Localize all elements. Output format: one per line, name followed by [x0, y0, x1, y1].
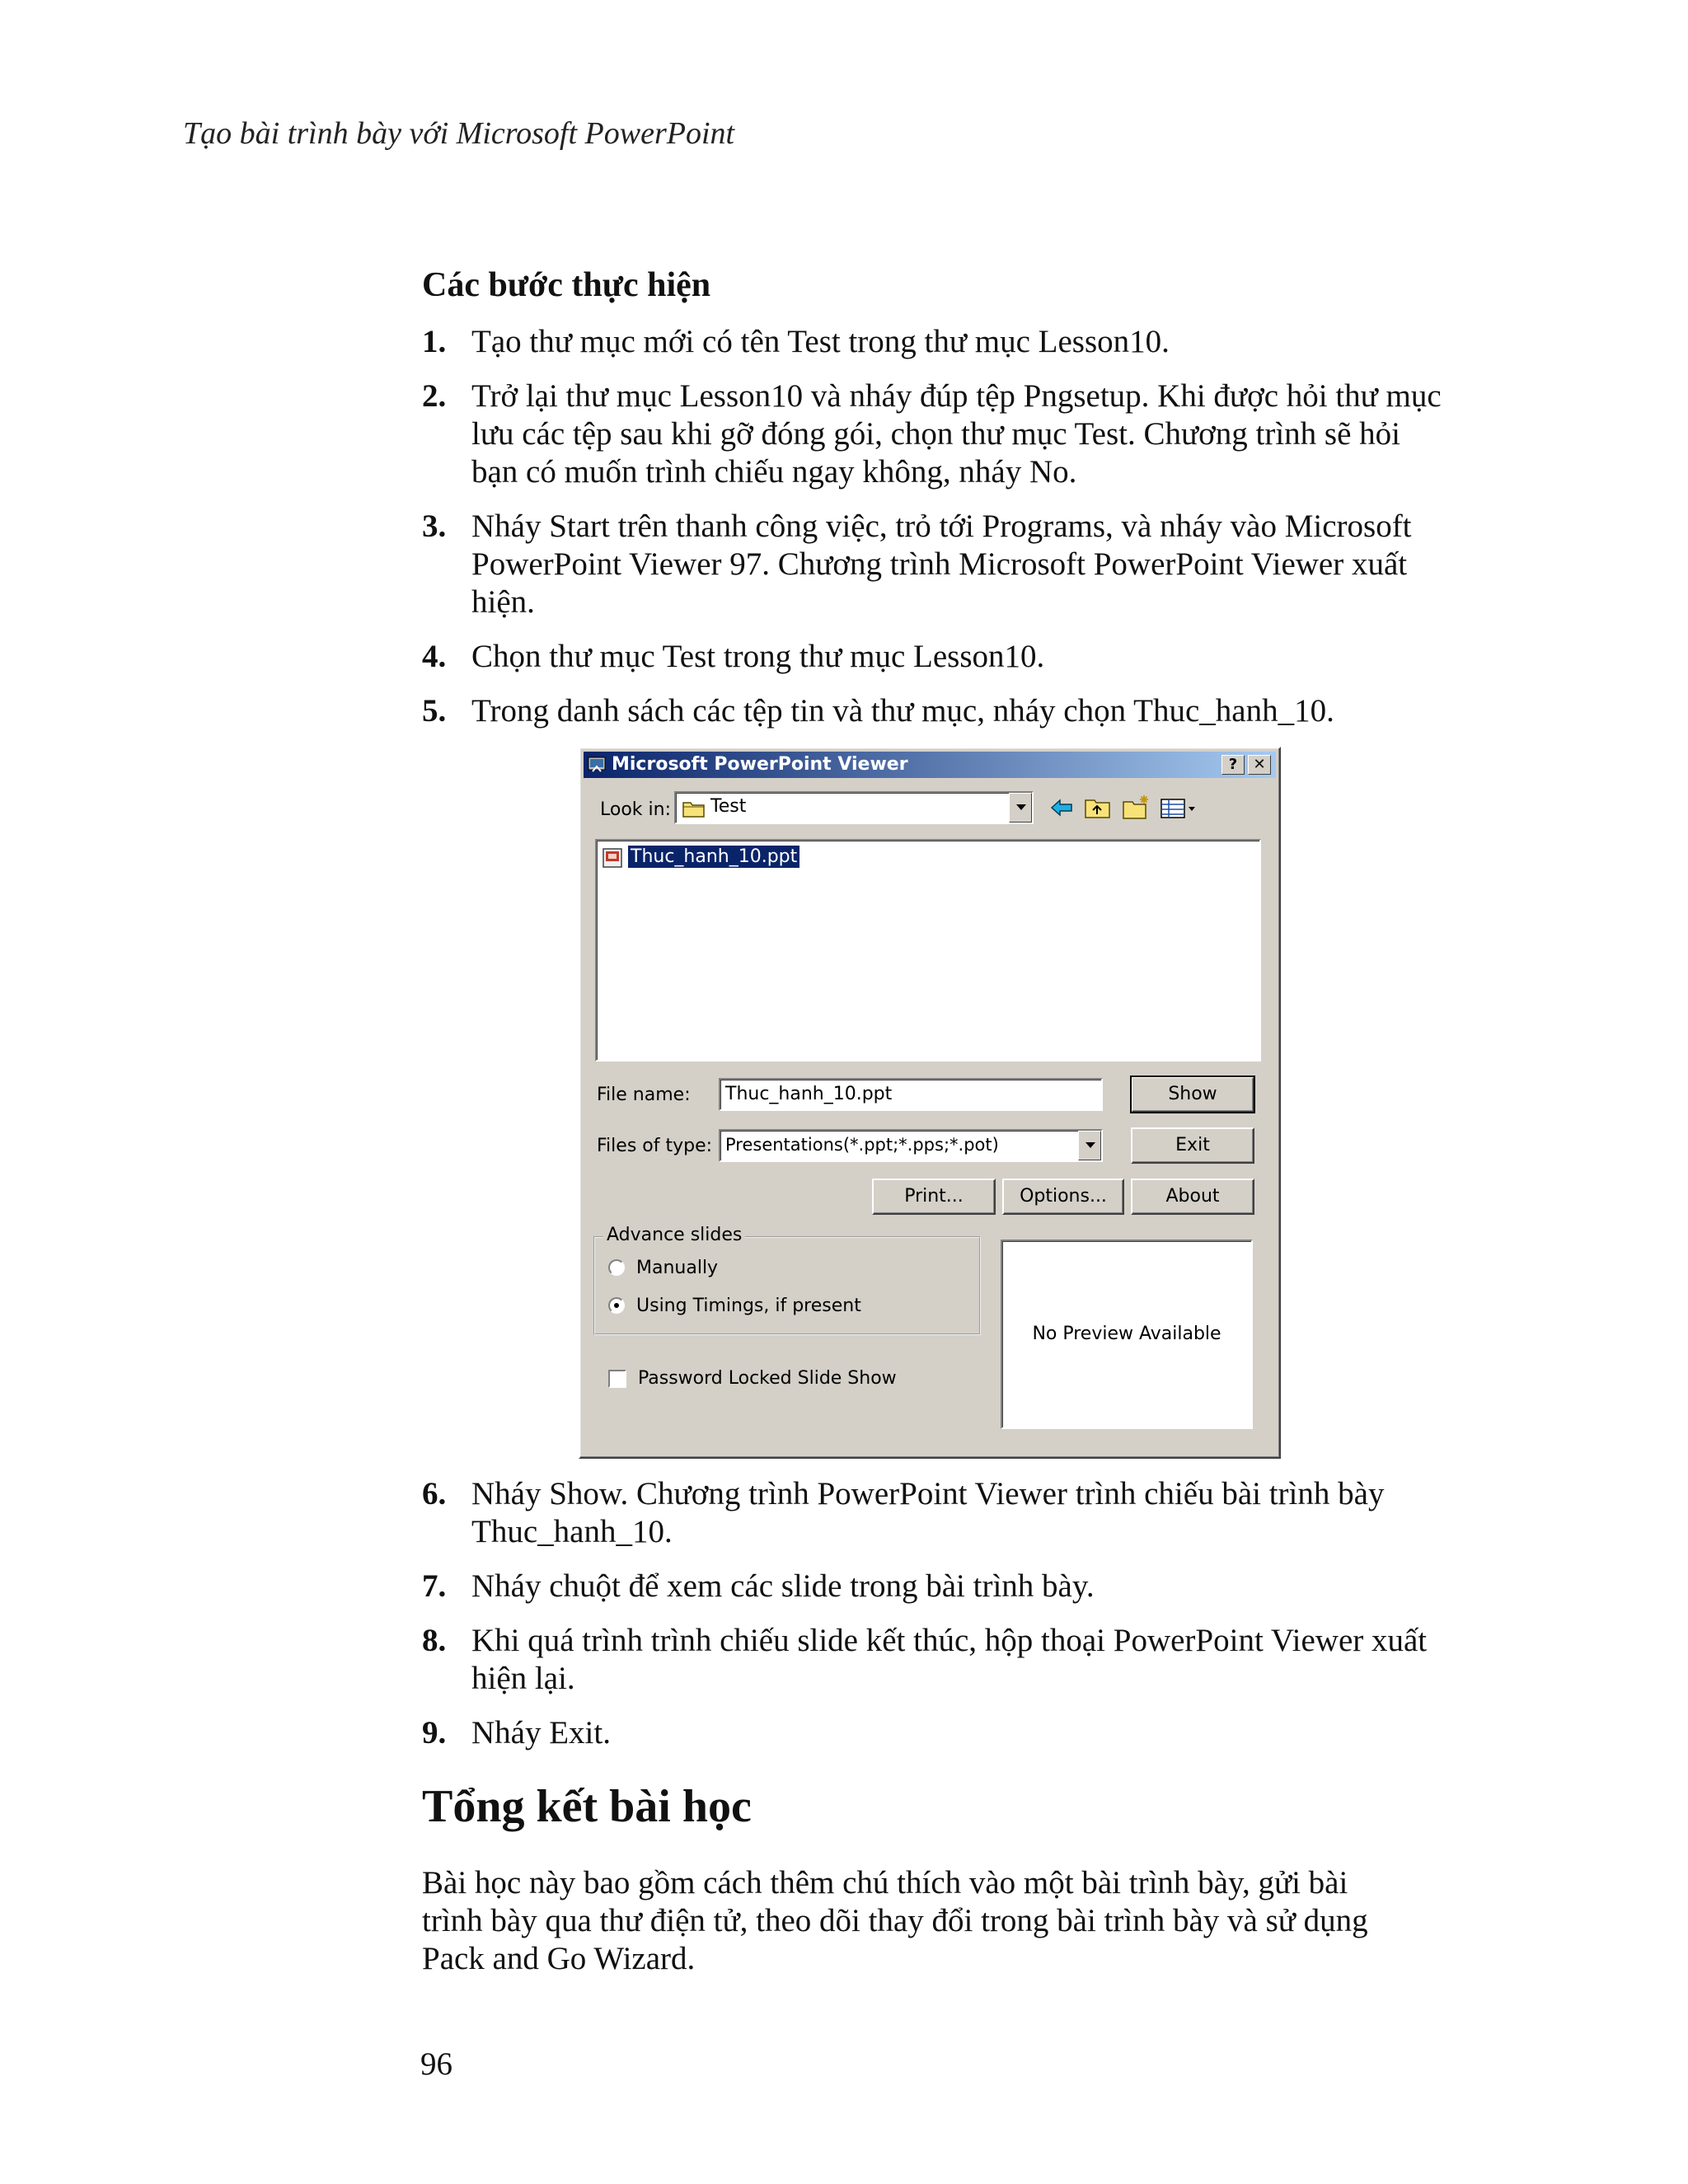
- ppt-file-icon: [602, 847, 623, 869]
- step-8: [422, 1622, 1444, 1698]
- running-head: Tạo bài trình bày với Microsoft PowerPoint: [183, 116, 735, 151]
- options-button[interactable]: Options...: [1002, 1179, 1124, 1215]
- manually-radio[interactable]: [608, 1259, 625, 1276]
- page-number: 96: [420, 2046, 452, 2082]
- step-4: [422, 638, 1444, 676]
- step-number: 1.: [422, 324, 447, 359]
- step-text: Khi quá trình trình chiếu slide kết thúc, hộp thoại PowerPoint Viewer xuất hiện lại.: [471, 1623, 1428, 1696]
- dialog-title: Microsoft PowerPoint Viewer: [612, 754, 908, 775]
- step-number: 2.: [422, 378, 447, 414]
- using-timings-label[interactable]: Using Timings, if present: [636, 1296, 861, 1316]
- look-in-value: Test: [710, 796, 747, 817]
- file-name-field[interactable]: [719, 1078, 1103, 1111]
- advance-slides-group: [593, 1225, 981, 1335]
- chevron-down-icon[interactable]: [1078, 1131, 1101, 1160]
- step-text: Tạo thư mục mới có tên Test trong thư mục Lesson10.: [471, 324, 1170, 359]
- close-button[interactable]: ✕: [1248, 755, 1271, 775]
- step-2: [422, 377, 1444, 491]
- step-number: 3.: [422, 509, 447, 544]
- look-in-label: Look in:: [600, 799, 671, 820]
- password-checkbox[interactable]: [608, 1370, 626, 1388]
- preview-panel: [1001, 1240, 1253, 1429]
- step-text: Chọn thư mục Test trong thư mục Lesson10.: [471, 639, 1045, 674]
- advance-slides-label: Advance slides: [603, 1225, 745, 1245]
- step-7: [422, 1568, 1444, 1605]
- help-button[interactable]: ?: [1221, 755, 1245, 775]
- step-9: [422, 1714, 1444, 1752]
- password-label[interactable]: Password Locked Slide Show: [638, 1368, 897, 1389]
- manually-label[interactable]: Manually: [636, 1258, 719, 1278]
- step-5: [422, 692, 1444, 730]
- step-number: 7.: [422, 1568, 447, 1604]
- preview-text: No Preview Available: [1032, 1324, 1221, 1344]
- folder-icon: [682, 799, 706, 818]
- exit-button[interactable]: Exit: [1131, 1127, 1254, 1164]
- summary-title: Tổng kết bài học: [422, 1781, 752, 1832]
- summary-text: Bài học này bao gồm cách thêm chú thích vào một bài trình bày, gửi bài trình bày qua thư điện tử, theo dõi thay đổi trong bài trình bày và sử dụng Pack and Go Wizard.: [422, 1865, 1368, 1976]
- step-number: 6.: [422, 1476, 447, 1511]
- step-number: 8.: [422, 1623, 447, 1658]
- files-of-type-label: Files of type:: [597, 1136, 713, 1156]
- steps-list-part-1: [422, 323, 1444, 747]
- app-icon: [587, 755, 607, 775]
- step-text: Nháy Start trên thanh công việc, trỏ tới Programs, và nháy vào Microsoft PowerPoint Viewer 97. Chương trình Microsoft PowerPoint Viewer xuất hiện.: [471, 509, 1412, 620]
- up-folder-icon[interactable]: [1083, 793, 1113, 823]
- back-arrow-icon[interactable]: [1047, 793, 1076, 823]
- step-text: Trong danh sách các tệp tin và thư mục, nháy chọn Thuc_hanh_10.: [471, 693, 1334, 729]
- file-name-label: File name:: [597, 1085, 691, 1105]
- step-text: Nháy Exit.: [471, 1715, 611, 1750]
- section-title: Các bước thực hiện: [422, 266, 711, 304]
- step-text: Nháy Show. Chương trình PowerPoint Viewer trình chiếu bài trình bày Thuc_hanh_10.: [471, 1476, 1385, 1549]
- file-name-value: Thuc_hanh_10.ppt: [725, 1084, 893, 1104]
- files-of-type-dropdown[interactable]: [719, 1129, 1103, 1162]
- look-in-dropdown[interactable]: [674, 791, 1034, 824]
- file-list[interactable]: [595, 839, 1261, 1062]
- print-button[interactable]: Print...: [872, 1179, 996, 1215]
- step-text: Nháy chuột để xem các slide trong bài trình bày.: [471, 1568, 1095, 1604]
- steps-list-part-2: [422, 1475, 1444, 1769]
- using-timings-radio[interactable]: [608, 1297, 625, 1314]
- files-of-type-value: Presentations(*.ppt;*.pps;*.pot): [725, 1135, 999, 1155]
- step-1: [422, 323, 1444, 361]
- chevron-down-icon[interactable]: [1009, 793, 1032, 823]
- view-menu-icon[interactable]: [1159, 793, 1198, 823]
- powerpoint-viewer-dialog: [579, 747, 1281, 1459]
- step-number: 4.: [422, 639, 447, 674]
- step-text: Trở lại thư mục Lesson10 và nháy đúp tệp Pngsetup. Khi được hỏi thư mục lưu các tệp sau khi gỡ đóng gói, chọn thư mục Test. Chương trình sẽ hỏi bạn có muốn trình chiếu ngay không, nháy No.: [471, 378, 1442, 490]
- step-6: [422, 1475, 1444, 1551]
- new-folder-icon[interactable]: [1121, 793, 1151, 823]
- dialog-titlebar: [584, 752, 1276, 778]
- step-number: 5.: [422, 693, 447, 729]
- file-name[interactable]: Thuc_hanh_10.ppt: [628, 846, 799, 868]
- about-button[interactable]: About: [1131, 1179, 1254, 1215]
- show-button[interactable]: Show: [1131, 1076, 1254, 1113]
- step-3: [422, 508, 1444, 621]
- step-number: 9.: [422, 1715, 447, 1750]
